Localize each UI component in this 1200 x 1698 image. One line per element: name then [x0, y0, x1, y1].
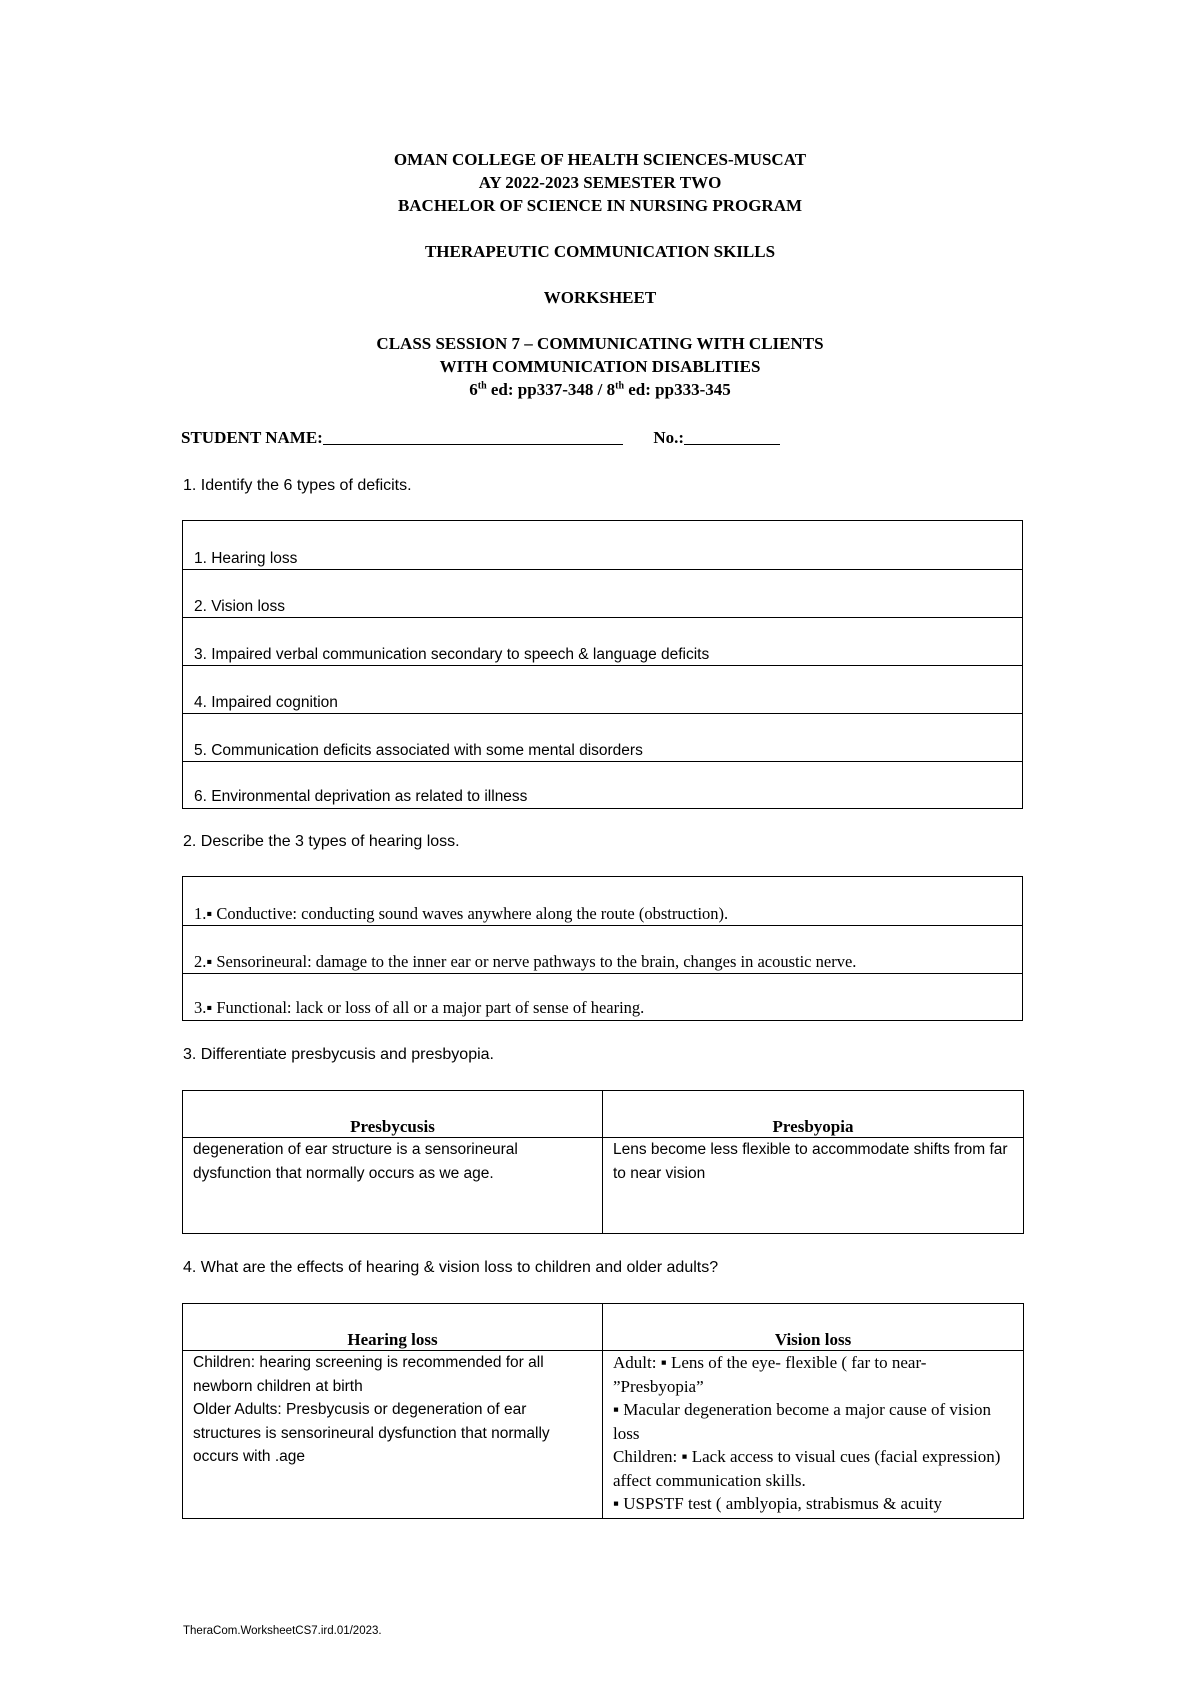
hearing-older-adults-text: Older Adults: Presbycusis or degeneration of ear structures is sensorineural dysfunction that normally occurs with .age	[193, 1401, 550, 1465]
effects-table	[182, 1303, 1024, 1519]
session-title-line2: WITH COMMUNICATION DISABLITIES	[439, 357, 761, 376]
answer-row: 4. Impaired cognition	[183, 666, 1022, 714]
textbook-reference: 6th ed: pp337-348 / 8th ed: pp333-345	[469, 380, 731, 399]
answer-row: 2. Vision loss	[183, 570, 1022, 618]
hearing-loss-types-box	[182, 876, 1023, 1021]
vision-macular-text: ▪ Macular degeneration become a major cause of vision loss	[613, 1400, 991, 1443]
presbycusis-cell: degeneration of ear structure is a sensorineural dysfunction that normally occurs as we age.	[183, 1138, 603, 1234]
question-2: 2. Describe the 3 types of hearing loss.	[183, 833, 460, 850]
answer-row: 1. Hearing loss	[183, 521, 1022, 570]
answer-row: 5. Communication deficits associated with some mental disorders	[183, 714, 1022, 762]
student-info-line	[181, 427, 780, 448]
vision-uspstf-text: ▪ USPSTF test ( amblyopia, strabismus & acuity	[613, 1494, 943, 1513]
vision-loss-header: Vision loss	[603, 1304, 1024, 1351]
student-name-label: STUDENT NAME:	[181, 428, 323, 447]
hearing-loss-header: Hearing loss	[183, 1304, 603, 1351]
document-type: WORKSHEET	[543, 288, 657, 307]
course-title: THERAPEUTIC COMMUNICATION SKILLS	[424, 242, 776, 261]
answer-row: 2.▪ Sensorineural: damage to the inner ear or nerve pathways to the brain, changes in acoustic nerve.	[183, 926, 1022, 974]
academic-year: AY 2022-2023 SEMESTER TWO	[478, 173, 722, 192]
program-name: BACHELOR OF SCIENCE IN NURSING PROGRAM	[397, 196, 803, 215]
student-number-label: No.:	[653, 428, 685, 447]
student-name-field[interactable]	[323, 427, 623, 445]
student-number-field[interactable]	[684, 427, 780, 445]
deficits-answer-box	[182, 520, 1023, 809]
question-1: 1. Identify the 6 types of deficits.	[183, 477, 412, 494]
answer-row: 3.▪ Functional: lack or loss of all or a major part of sense of hearing.	[194, 998, 645, 1017]
vision-adult-text: Adult: ▪ Lens of the eye- flexible ( far to near- ”Presbyopia”	[613, 1353, 927, 1396]
answer-row: 6. Environmental deprivation as related to illness	[194, 788, 528, 805]
presbyopia-cell: Lens become less flexible to accommodate shifts from far to near vision	[603, 1138, 1024, 1234]
presbycusis-header: Presbycusis	[183, 1091, 603, 1138]
footer-code: TheraCom.WorksheetCS7.ird.01/2023.	[183, 1625, 382, 1637]
question-4: 4. What are the effects of hearing & vision loss to children and older adults?	[183, 1259, 719, 1276]
college-name: OMAN COLLEGE OF HEALTH SCIENCES-MUSCAT	[393, 150, 807, 169]
document-header	[0, 148, 1200, 401]
presbyopia-header: Presbyopia	[603, 1091, 1024, 1138]
answer-row: 1.▪ Conductive: conducting sound waves anywhere along the route (obstruction).	[183, 877, 1022, 926]
hearing-children-text: Children: hearing screening is recommended for all newborn children at birth	[193, 1354, 544, 1395]
hearing-loss-cell	[183, 1351, 603, 1519]
question-3: 3. Differentiate presbycusis and presbyopia.	[183, 1046, 494, 1063]
vision-loss-cell	[603, 1351, 1024, 1519]
presbycusis-presbyopia-table	[182, 1090, 1024, 1234]
answer-row: 3. Impaired verbal communication secondary to speech & language deficits	[183, 618, 1022, 666]
session-title-line1: CLASS SESSION 7 – COMMUNICATING WITH CLIENTS	[376, 334, 824, 353]
vision-children-text: Children: ▪ Lack access to visual cues (facial expression) affect communication skills.	[613, 1447, 1001, 1490]
